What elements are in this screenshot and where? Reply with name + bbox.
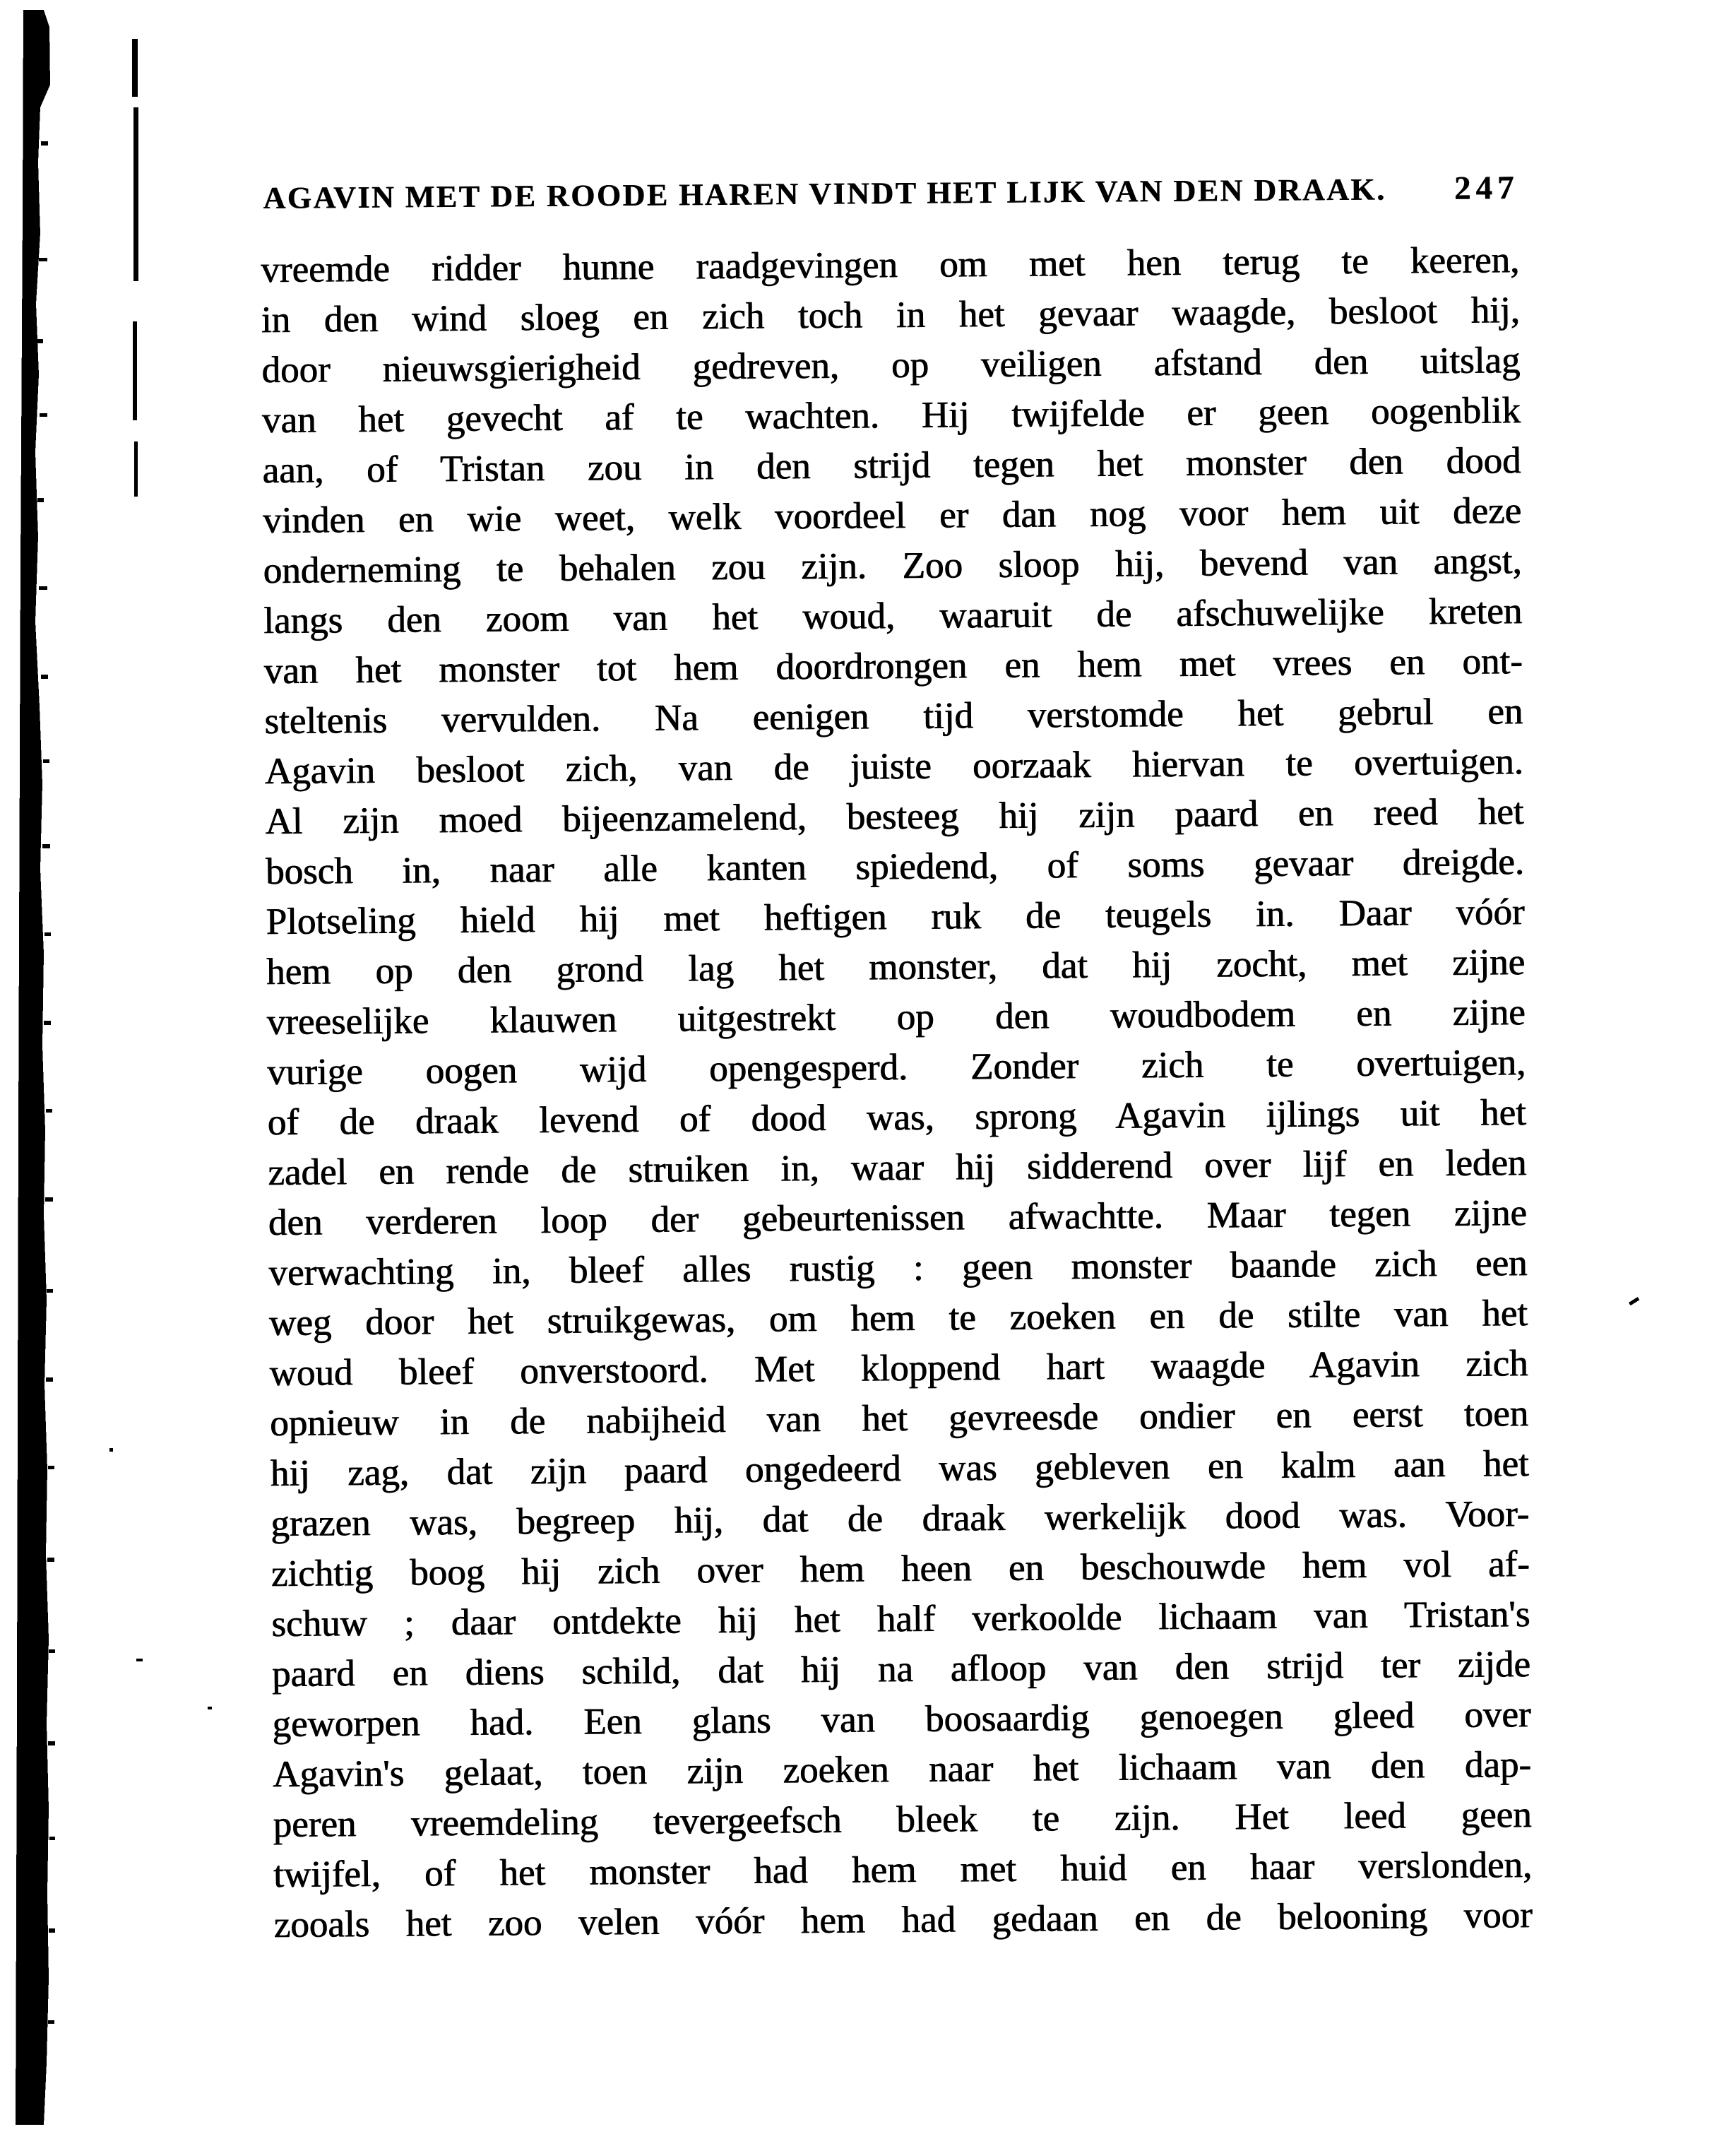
text-line: langs den zoom van het woud, waaruit de afschuwelijke kreten bbox=[263, 591, 1523, 642]
text-line: grazen was, begreep hij, dat de draak werkelijk dood was. Voor- bbox=[270, 1493, 1530, 1544]
text-line: Agavin's gelaat, toen zijn zoeken naar het lichaam van den dap- bbox=[272, 1743, 1532, 1795]
page-number: 247 bbox=[1453, 170, 1519, 207]
text-line: vreeselijke klauwen uitgestrekt op den woudbodem en zijne bbox=[266, 992, 1526, 1043]
text-line: Agavin besloot zich, van de juiste oorzaak hiervan te overtuigen. bbox=[264, 741, 1523, 793]
body-text bbox=[261, 235, 1533, 1950]
text-line: geworpen had. Een glans van boosaardig genoegen gleed over bbox=[272, 1693, 1531, 1745]
text-line: van het monster tot hem doordrongen en hem met vrees en ont- bbox=[263, 641, 1523, 692]
text-line: zichtig boog hij zich over hem heen en beschouwde hem vol af- bbox=[270, 1543, 1530, 1594]
text-line: den verderen loop der gebeurtenissen afwachtte. Maar tegen zijne bbox=[268, 1192, 1527, 1243]
text-line: in den wind sloeg en zich toch in het gevaar waagde, besloot hij, bbox=[261, 290, 1520, 341]
text-line: vurige oogen wijd opengesperd. Zonder zich te overtuigen, bbox=[266, 1042, 1526, 1093]
running-header bbox=[263, 169, 1518, 217]
text-line: of de draak levend of dood was, sprong Agavin ijlings uit het bbox=[267, 1092, 1526, 1144]
text-line: aan, of Tristan zou in den strijd tegen het monster den dood bbox=[262, 440, 1521, 492]
text-line: steltenis vervulden. Na eenigen tijd verstomde het gebrul en bbox=[263, 691, 1523, 742]
text-line: verwachting in, bleef alles rustig : geen monster baande zich een bbox=[268, 1243, 1528, 1293]
text-line: hij zag, dat zijn paard ongedeerd was gebleven en kalm aan het bbox=[270, 1442, 1529, 1494]
text-line: Plotseling hield hij met heftigen ruk de teugels in. Daar vóór bbox=[266, 891, 1525, 943]
text-line: weg door het struikgewas, om hem te zoeken en de stilte van het bbox=[268, 1292, 1528, 1344]
text-line: woud bleef onverstoord. Met kloppend hart waagde Agavin zich bbox=[269, 1342, 1528, 1394]
running-header-title: AGAVIN MET DE ROODE HAREN VINDT HET LIJK VAN DEN DRAAK. bbox=[263, 172, 1386, 216]
text-line: paard en diens schild, dat hij na afloop van den strijd ter zijde bbox=[271, 1643, 1530, 1695]
text-line: vinden en wie weet, welk voordeel er dan nog voor hem uit deze bbox=[262, 490, 1522, 542]
text-line: hem op den grond lag het monster, dat hij zocht, met zijne bbox=[266, 942, 1526, 993]
text-line: opnieuw in de nabijheid van het gevreesde ondier en eerst toen bbox=[269, 1392, 1529, 1444]
text-line: twijfel, of het monster had hem met huid en haar verslonden, bbox=[273, 1844, 1533, 1895]
text-line: zooals het zoo velen vóór hem had gedaan en de belooning voor bbox=[273, 1894, 1533, 1945]
text-line: door nieuwsgierigheid gedreven, op veiligen afstand den uitslag bbox=[261, 340, 1521, 391]
text-line: vreemde ridder hunne raadgevingen om met hen terug te keeren, bbox=[260, 239, 1520, 291]
text-line: onderneming te behalen zou zijn. Zoo sloop hij, bevend van angst, bbox=[263, 540, 1522, 592]
text-line: peren vreemdeling tevergeefsch bleek te zijn. Het leed geen bbox=[273, 1794, 1532, 1845]
text-line: van het gevecht af te wachten. Hij twijfelde er geen oogenblik bbox=[261, 390, 1521, 441]
text-line: Al zijn moed bijeenzamelend, besteeg hij zijn paard en reed het bbox=[265, 791, 1524, 843]
text-line: bosch in, naar alle kanten spiedend, of soms gevaar dreigde. bbox=[265, 841, 1525, 893]
text-line: schuw ; daar ontdekte hij het half verkoolde lichaam van Tristan's bbox=[271, 1593, 1530, 1644]
text-line: zadel en rende de struiken in, waar hij sidderend over lijf en leden bbox=[268, 1142, 1527, 1194]
